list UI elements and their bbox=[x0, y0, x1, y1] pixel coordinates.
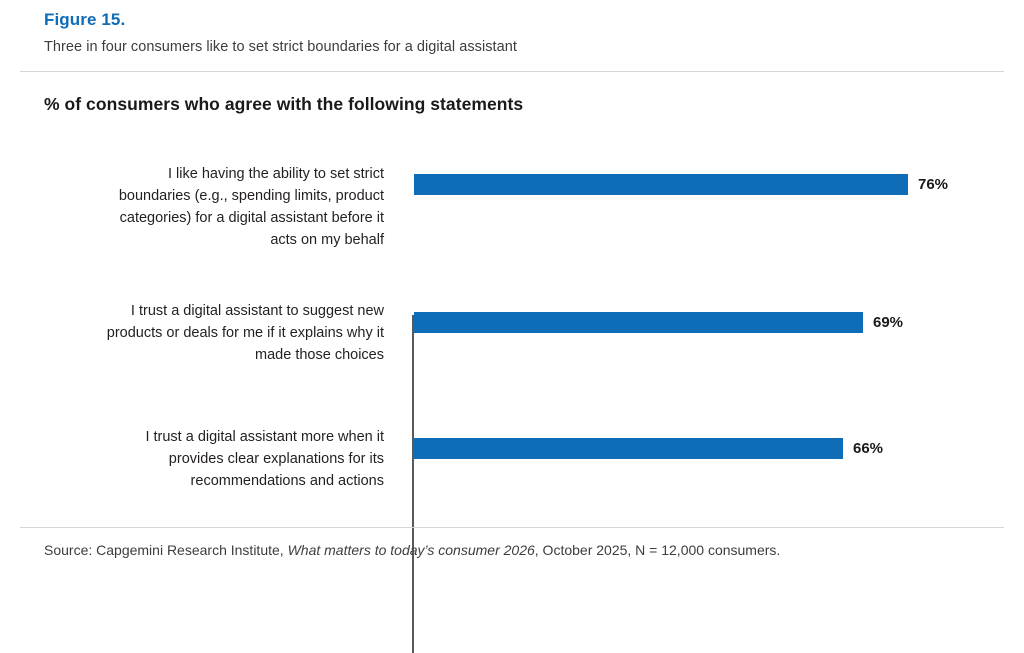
source-divider bbox=[20, 527, 1004, 528]
bar-category-label bbox=[24, 300, 384, 366]
bar-category-label bbox=[24, 163, 384, 251]
figure-header bbox=[0, 0, 1024, 55]
bar-category-line: made those choices bbox=[255, 347, 384, 363]
bar bbox=[414, 438, 843, 459]
bar-category-line: products or deals for me if it explains why it bbox=[106, 325, 384, 341]
bar-category-line: provides clear explanations for its bbox=[168, 451, 384, 467]
source-title: What matters to today’s consumer 2026 bbox=[287, 542, 535, 558]
bar bbox=[414, 312, 863, 333]
bar-category-line: recommendations and actions bbox=[190, 473, 384, 489]
source-suffix: , October 2025, N = 12,000 consumers. bbox=[534, 542, 781, 558]
bar-value-label: 69% bbox=[873, 314, 904, 331]
bar-category-line: I trust a digital assistant more when it bbox=[145, 429, 384, 445]
bar bbox=[414, 174, 908, 195]
bar-category-line: categories) for a digital assistant before it bbox=[119, 210, 384, 226]
bar-category-line: boundaries (e.g., spending limits, product bbox=[118, 188, 384, 204]
source-note bbox=[44, 542, 780, 558]
bar-category-label bbox=[24, 426, 384, 492]
bar-category-line: I like having the ability to set strict bbox=[168, 166, 384, 182]
chart-title: % of consumers who agree with the following statements bbox=[44, 94, 524, 114]
value-axis-line bbox=[412, 315, 414, 653]
bar-category-line: I trust a digital assistant to suggest new bbox=[130, 303, 384, 319]
source-prefix: Source: Capgemini Research Institute, bbox=[44, 542, 288, 558]
chart-area bbox=[0, 149, 1024, 489]
figure-label: Figure 15. bbox=[44, 10, 126, 29]
bar-value-label: 66% bbox=[853, 440, 884, 457]
bar-value-label: 76% bbox=[918, 176, 949, 193]
figure-subtitle: Three in four consumers like to set strict boundaries for a digital assistant bbox=[44, 39, 517, 55]
bar-category-line: acts on my behalf bbox=[270, 232, 384, 248]
